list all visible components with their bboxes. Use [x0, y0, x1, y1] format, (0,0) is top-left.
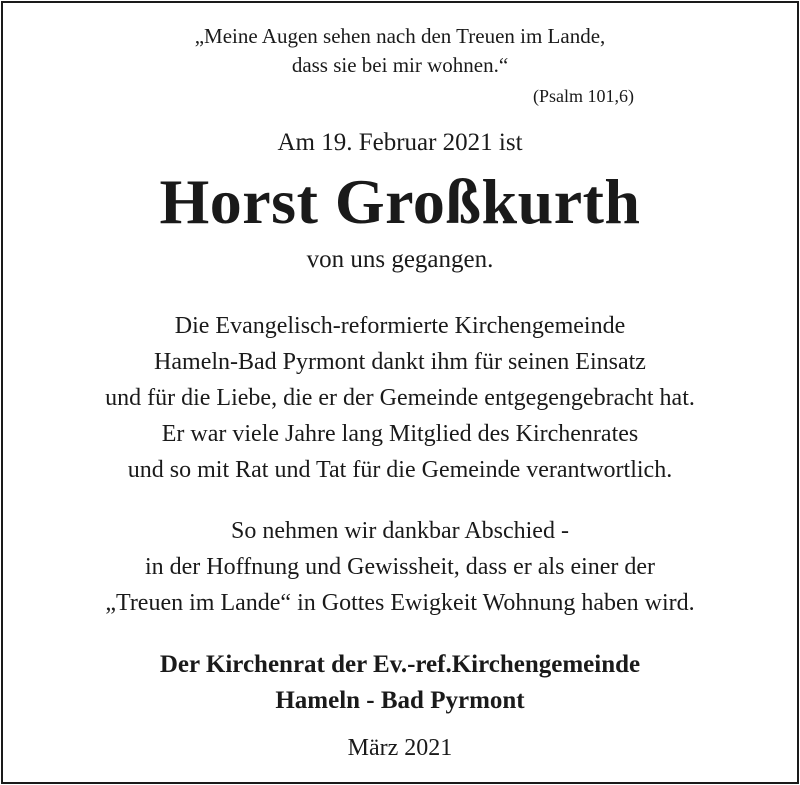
paragraph-1-line-4: Er war viele Jahre lang Mitglied des Kirchenrates [161, 421, 639, 447]
paragraph-2-line-2: in der Hoffnung und Gewissheit, dass er als einer der [144, 554, 656, 580]
paragraph-1-line-2: Hameln-Bad Pyrmont dankt ihm für seinen Einsatz [154, 349, 646, 375]
announcement-outro: von uns gegangen. [306, 246, 494, 273]
quote-line-1: „Meine Augen sehen nach den Treuen im Lande, [194, 24, 606, 48]
signature-line-2: Hameln - Bad Pyrmont [275, 687, 525, 714]
paragraph-2-line-3: „Treuen im Lande“ in Gottes Ewigkeit Wohnung haben wird. [105, 590, 695, 616]
notice-date: März 2021 [347, 735, 453, 761]
paragraph-1-line-1: Die Evangelisch-reformierte Kirchengemeinde [174, 313, 626, 339]
quote-source: (Psalm 101,6) [533, 86, 634, 106]
announcement-intro: Am 19. Februar 2021 ist [277, 129, 523, 156]
paragraph-1-line-3: und für die Liebe, die er der Gemeinde entgegengebracht hat. [105, 385, 695, 411]
signature-line-1: Der Kirchenrat der Ev.-ref.Kirchengemeinde [159, 651, 641, 678]
paragraph-1-line-5: und so mit Rat und Tat für die Gemeinde verantwortlich. [127, 457, 673, 483]
paragraph-2-line-1: So nehmen wir dankbar Abschied - [231, 518, 569, 544]
deceased-name: Horst Großkurth [159, 166, 641, 237]
quote-line-2: dass sie bei mir wohnen.“ [291, 53, 509, 77]
